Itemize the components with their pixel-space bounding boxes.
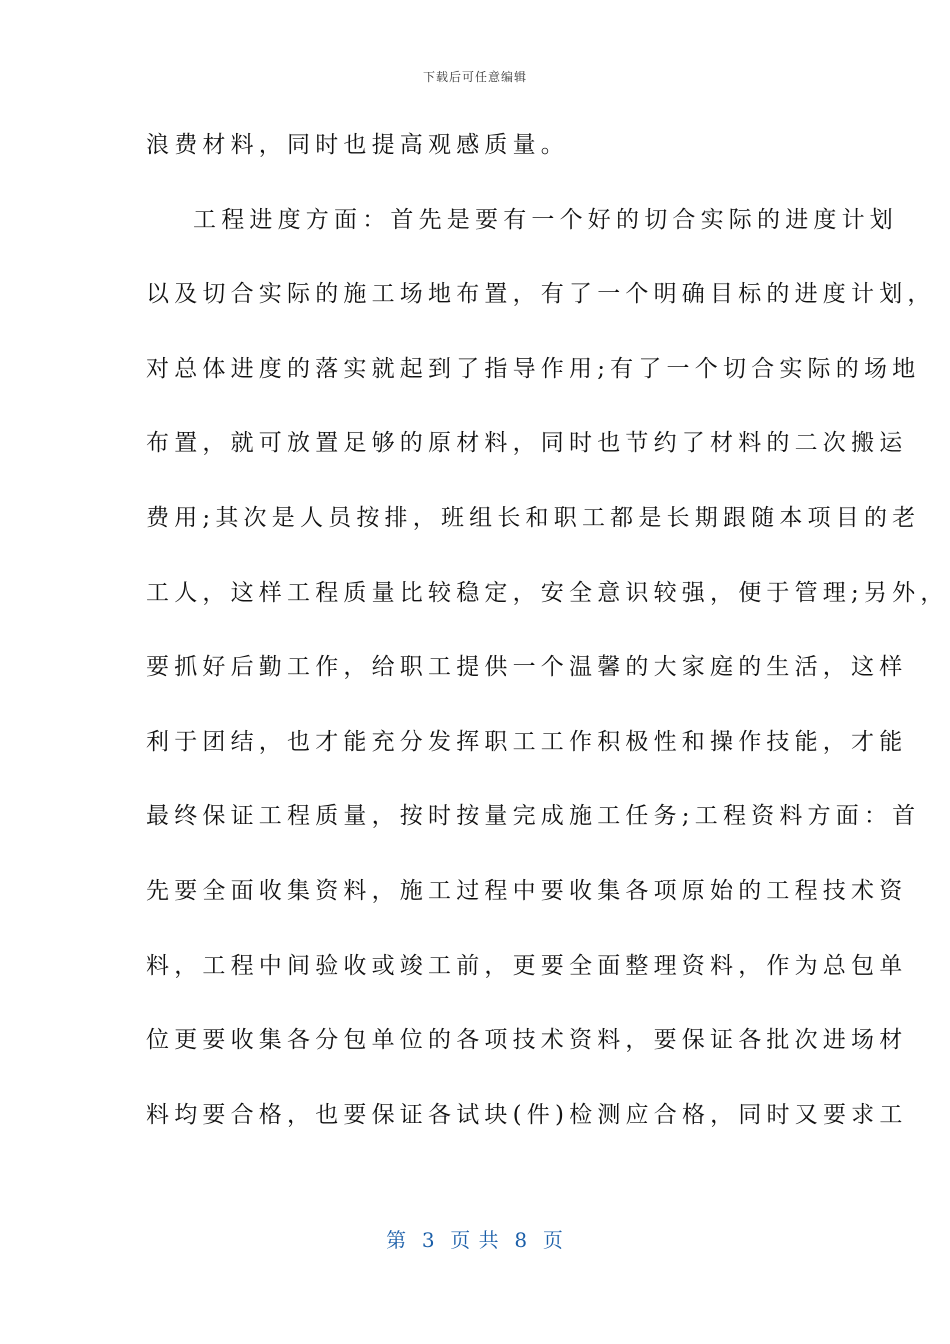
page-header: 下载后可任意编辑 xyxy=(422,70,527,84)
document-body xyxy=(146,128,949,1172)
body-line-7: 工人，这样工程质量比较稳定，安全意识较强，便于管理;另外， xyxy=(146,579,949,606)
body-line-3: 以及切合实际的施工场地布置，有了一个明确目标的进度计划， xyxy=(146,281,936,308)
body-line-6: 费用;其次是人员按排，班组长和职工都是长期跟随本项目的老 xyxy=(146,504,921,531)
body-line-4: 对总体进度的落实就起到了指导作用;有了一个切合实际的场地 xyxy=(146,355,921,382)
body-line-2: 工程进度方面：首先是要有一个好的切合实际的进度计划 xyxy=(193,206,898,233)
body-line-14: 料均要合格，也要保证各试块(件)检测应合格，同时又要求工 xyxy=(146,1101,908,1128)
body-line-1: 浪费材料，同时也提高观感质量。 xyxy=(146,132,569,158)
body-line-10: 最终保证工程质量，按时按量完成施工任务;工程资料方面：首 xyxy=(146,803,921,830)
body-line-12: 料，工程中间验收或竣工前，更要全面整理资料，作为总包单 xyxy=(146,952,908,979)
page-number-footer: 第 3 页 共 8 页 xyxy=(386,1228,564,1252)
body-line-9: 利于团结，也才能充分发挥职工工作积极性和操作技能，才能 xyxy=(146,728,908,755)
body-line-5: 布置，就可放置足够的原材料，同时也节约了材料的二次搬运 xyxy=(146,430,908,457)
body-line-8: 要抓好后勤工作，给职工提供一个温馨的大家庭的生活，这样 xyxy=(146,654,908,681)
body-line-13: 位更要收集各分包单位的各项技术资料，要保证各批次进场材 xyxy=(146,1027,908,1054)
body-line-11: 先要全面收集资料，施工过程中要收集各项原始的工程技术资 xyxy=(146,877,908,904)
